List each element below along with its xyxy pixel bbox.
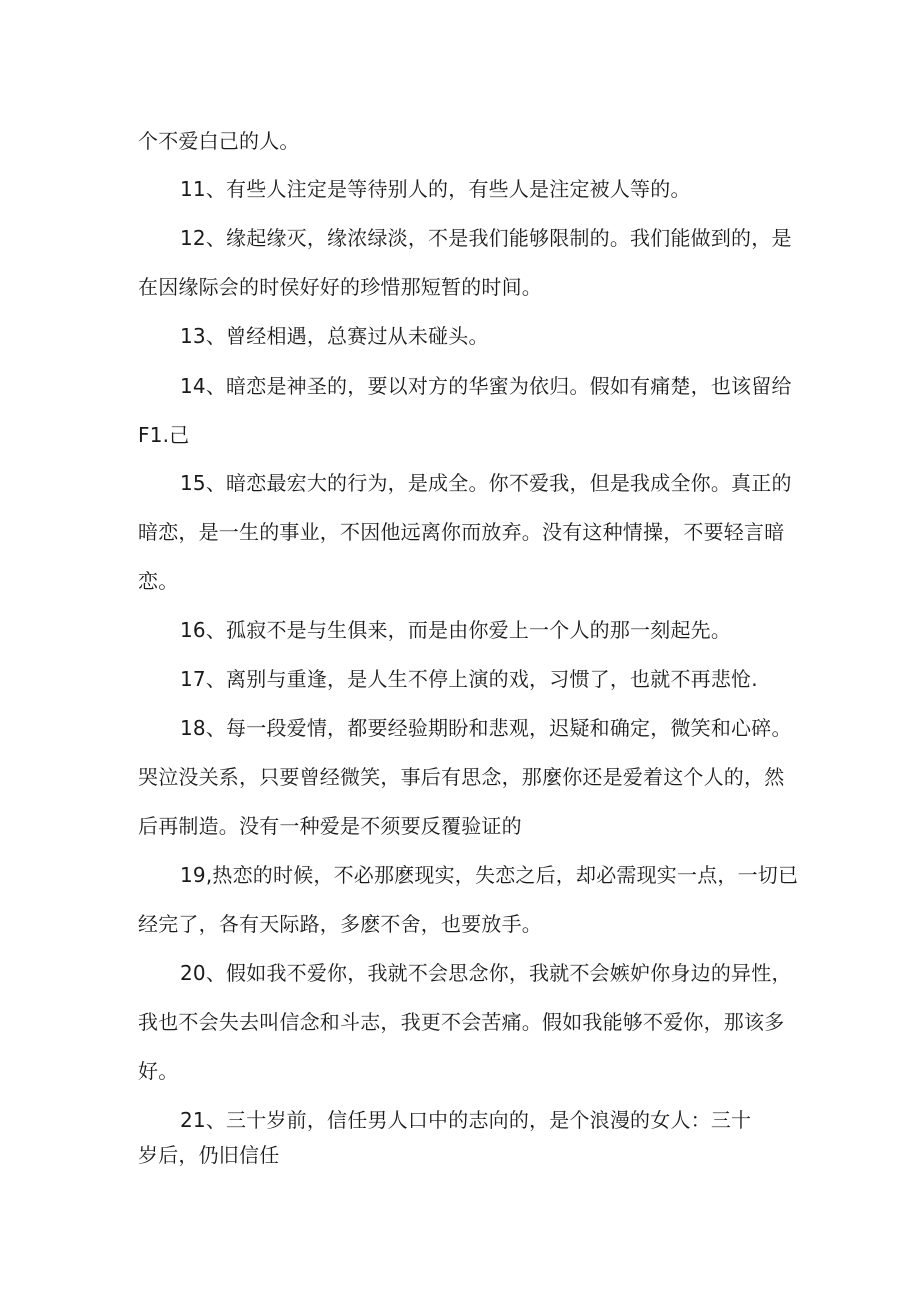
- text-line: 16、孤寂不是与生俱来，而是由你爱上一个人的那一刻起先。: [180, 618, 732, 642]
- text-line: 12、缘起缘灭，缘浓绿淡，不是我们能够限制的。我们能做到的，是: [180, 226, 792, 250]
- text-line: 我也不会失去叫信念和斗志，我更不会苦痛。假如我能够不爱你，那该多: [138, 1010, 785, 1034]
- text-line: F1.己: [138, 423, 190, 447]
- text-line: 21、三十岁前，信任男人口中的志向的，是个浪漫的女人：三十: [180, 1108, 752, 1132]
- text-line: 暗恋，是一生的事业，不因他远离你而放弃。没有这种情操，不要轻言暗: [138, 520, 785, 544]
- text-line: 后再制造。没有一种爱是不须要反覆验证的: [138, 814, 522, 838]
- text-line: 17、离别与重逢，是人生不停上演的戏，习惯了，也就不再悲怆.: [180, 667, 758, 691]
- text-line: 个不爱白己的人。: [138, 129, 300, 153]
- text-line: 14、暗恋是神圣的，要以对方的华蜜为依归。假如有痛楚，也该留给: [180, 374, 792, 398]
- text-line: 哭泣没关系，只要曾经微笑，事后有思念，那麼你还是爱着这个人的，然: [138, 765, 785, 789]
- text-line: 20、假如我不爱你，我就不会思念你，我就不会嫉妒你身边的异性，: [180, 961, 792, 985]
- text-line: 18、每一段爱情，都要经验期盼和悲观，迟疑和确定，微笑和心碎。: [180, 716, 792, 740]
- text-line: 13、曾经相遇，总赛过从未碰头。: [180, 324, 489, 348]
- text-line: 19,热恋的时候，不必那麽现实，失恋之后，却必需现实一点，一切已: [180, 863, 799, 887]
- text-line: 岁后，仍旧信任: [138, 1143, 280, 1167]
- text-line: 恋。: [138, 569, 179, 593]
- text-line: 好。: [138, 1059, 179, 1083]
- text-line: 经完了，各有天际路，多麽不舍，也要放手。: [138, 912, 542, 936]
- text-line: 15、暗恋最宏大的行为，是成全。你不爱我，但是我成全你。真正的: [180, 471, 792, 495]
- text-line: 在因缘际会的时侯好好的珍惜那短暂的时间。: [138, 275, 542, 299]
- text-line: 11、有些人注定是等待别人的，有些人是注定被人等的。: [180, 177, 691, 201]
